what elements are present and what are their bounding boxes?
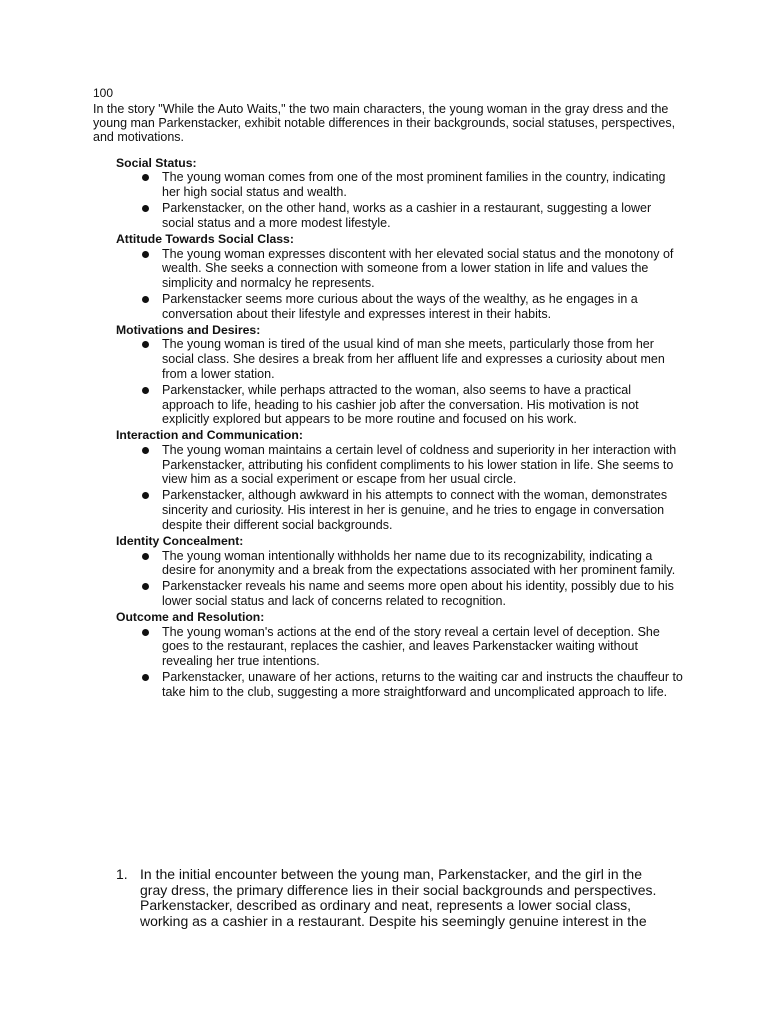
bullet-text: Parkenstacker, unaware of her actions, returns to the waiting car and instructs the chauffeur to take him to the club, suggesting a more straightforward and uncomplicated approach to life.: [162, 670, 683, 699]
section-outcome-and-resolution: [116, 610, 683, 699]
bullet-text: The young woman is tired of the usual kind of man she meets, particularly those from her social class. She desires a break from her affluent life and expresses a curiosity about men from a lower station.: [162, 337, 665, 381]
bullet-text: Parkenstacker, while perhaps attracted to the woman, also seems to have a practical approach to life, heading to his cashier job after the conversation. His motivation is not explicitly explored but appears to be more routine and focused on his work.: [162, 382, 639, 427]
numbered-item-label: 1.: [116, 866, 128, 882]
list-item: [162, 625, 683, 669]
bullet-text: The young woman's actions at the end of the story reveal a certain level of deception. She goes to the restaurant, replaces the cashier, and leaves Parkenstacker waiting without revealing her true intentions.: [162, 624, 660, 669]
bullet-icon: [142, 583, 149, 590]
section-social-status: [116, 156, 683, 231]
list-item: [162, 443, 683, 487]
bullet-list: [116, 247, 683, 322]
bullet-icon: [142, 341, 149, 348]
numbered-item-text: In the initial encounter between the young man, Parkenstacker, and the girl in the gray dress, the primary difference lies in their social backgrounds and perspectives. Parkenstacker, described as ordinary and neat, represents a lower social class, working as a cashier in a restaurant. Despite his seemingly genuine interest in the: [140, 866, 657, 929]
comparison-sections: [116, 156, 683, 700]
intro-paragraph: In the story "While the Auto Waits," the two main characters, the young woman in the gray dress and the young man Parkenstacker, exhibit notable differences in their backgrounds, social statuses, perspectives, and motivations.: [93, 102, 676, 145]
section-identity-concealment: [116, 534, 683, 609]
section-heading: Motivations and Desires:: [116, 322, 261, 337]
bullet-text: Parkenstacker, on the other hand, works as a cashier in a restaurant, suggesting a lower social status and a more modest lifestyle.: [162, 201, 652, 230]
bullet-icon: [142, 296, 149, 303]
list-item: [162, 292, 683, 321]
bullet-text: The young woman intentionally withholds her name due to its recognizability, indicating a desire for anonymity and a break from the expectations associated with her prominent family.: [162, 548, 676, 578]
list-item: [162, 670, 683, 699]
section-heading: Outcome and Resolution:: [116, 610, 265, 625]
bullet-list: [116, 443, 683, 532]
list-item: [162, 170, 683, 199]
list-item: [162, 579, 683, 608]
section-heading: Attitude Towards Social Class:: [116, 231, 294, 246]
bullet-text: The young woman maintains a certain level of coldness and superiority in her interaction with Parkenstacker, attributing his confident compliments to his lower station in life. She seems to view him as a social experiment or escape from her usual circle.: [162, 443, 677, 487]
list-item: [162, 488, 683, 532]
bullet-icon: [142, 629, 149, 636]
numbered-list: [116, 867, 661, 929]
list-item: [162, 383, 683, 427]
document-page: [93, 86, 683, 701]
bullet-icon: [142, 492, 149, 499]
section-heading: Social Status:: [116, 155, 197, 170]
bullet-list: [116, 337, 683, 426]
bullet-text: Parkenstacker, although awkward in his attempts to connect with the woman, demonstrates sincerity and curiosity. His interest in her is genuine, and he tries to engage in conversation despite their different social backgrounds.: [162, 488, 668, 532]
section-motivations-and-desires: [116, 323, 683, 427]
bullet-text: Parkenstacker seems more curious about the ways of the wealthy, as he engages in a conversation about their lifestyle and expresses interest in their habits.: [162, 292, 638, 321]
bullet-icon: [142, 674, 149, 681]
bullet-icon: [142, 251, 149, 258]
list-item: [162, 549, 683, 578]
page-number: 100: [93, 86, 114, 100]
bullet-icon: [142, 174, 149, 181]
bullet-icon: [142, 447, 149, 454]
numbered-item: [116, 867, 661, 929]
section-attitude-towards-social-class: [116, 232, 683, 321]
bullet-icon: [142, 387, 149, 394]
bullet-list: [116, 625, 683, 700]
list-item: [162, 201, 683, 230]
bullet-text: Parkenstacker reveals his name and seems more open about his identity, possibly due to his lower social status and lack of concerns related to recognition.: [162, 579, 674, 609]
list-item: [162, 247, 683, 291]
bullet-text: The young woman comes from one of the most prominent families in the country, indicating her high social status and wealth.: [162, 170, 666, 199]
section-interaction-and-communication: [116, 428, 683, 532]
section-heading: Interaction and Communication:: [116, 428, 303, 443]
bullet-list: [116, 170, 683, 230]
bullet-icon: [142, 205, 149, 212]
section-heading: Identity Concealment:: [116, 533, 244, 548]
bullet-list: [116, 549, 683, 609]
bullet-text: The young woman expresses discontent with her elevated social status and the monotony of wealth. She seeks a connection with someone from a lower station in life and values the simplicity and normalcy he represents.: [162, 246, 674, 290]
list-item: [162, 337, 683, 381]
bullet-icon: [142, 553, 149, 560]
